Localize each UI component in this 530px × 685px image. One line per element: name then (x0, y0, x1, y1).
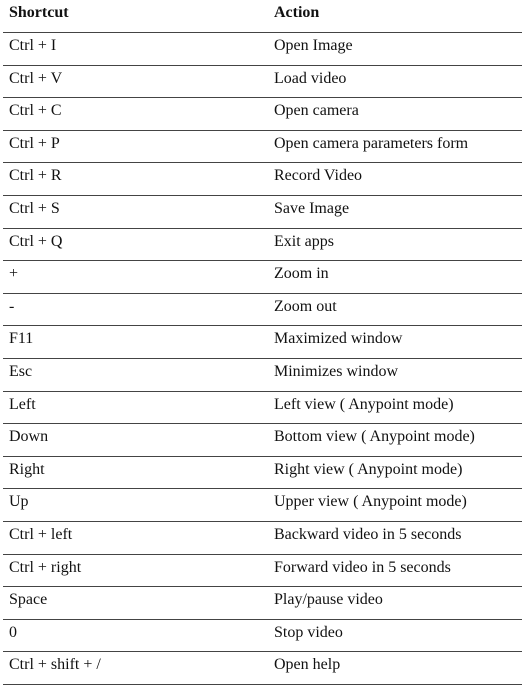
action-cell: Record Video (269, 163, 522, 196)
table-row (3, 130, 522, 163)
action-cell: Exit apps (269, 228, 522, 261)
action-cell: Save Image (269, 195, 522, 228)
table-row (3, 65, 522, 98)
action-cell: Open Image (269, 33, 522, 66)
shortcut-cell: Down (3, 424, 269, 457)
action-cell: Bottom view ( Anypoint mode) (269, 424, 522, 457)
table-row (3, 391, 522, 424)
table-row (3, 163, 522, 196)
shortcut-cell: Ctrl + left (3, 521, 269, 554)
table-header (3, 0, 522, 33)
table-row (3, 489, 522, 522)
action-cell: Open help (269, 652, 522, 685)
table-row (3, 261, 522, 294)
shortcut-cell: Right (3, 456, 269, 489)
action-cell: Open camera parameters form (269, 130, 522, 163)
shortcut-cell: Ctrl + P (3, 130, 269, 163)
action-cell: Maximized window (269, 326, 522, 359)
table-row (3, 228, 522, 261)
table-row (3, 326, 522, 359)
table-row (3, 652, 522, 685)
action-cell: Forward video in 5 seconds (269, 554, 522, 587)
table-row (3, 98, 522, 131)
table-row (3, 521, 522, 554)
shortcut-table (3, 0, 522, 685)
action-cell: Stop video (269, 619, 522, 652)
shortcut-cell: + (3, 261, 269, 294)
table-row (3, 619, 522, 652)
shortcut-cell: Ctrl + Q (3, 228, 269, 261)
action-cell: Backward video in 5 seconds (269, 521, 522, 554)
shortcut-cell: Ctrl + V (3, 65, 269, 98)
shortcut-cell: Esc (3, 358, 269, 391)
header-row (3, 0, 522, 33)
table-row (3, 195, 522, 228)
table-row (3, 587, 522, 620)
table-row (3, 554, 522, 587)
header-shortcut: Shortcut (3, 0, 269, 33)
table-row (3, 293, 522, 326)
shortcut-cell: Left (3, 391, 269, 424)
table-body (3, 33, 522, 685)
shortcut-cell: Ctrl + R (3, 163, 269, 196)
table-row (3, 358, 522, 391)
shortcut-cell: Ctrl + S (3, 195, 269, 228)
action-cell: Play/pause video (269, 587, 522, 620)
shortcut-cell: Ctrl + I (3, 33, 269, 66)
action-cell: Minimizes window (269, 358, 522, 391)
shortcut-cell: - (3, 293, 269, 326)
shortcut-cell: Up (3, 489, 269, 522)
action-cell: Open camera (269, 98, 522, 131)
shortcut-cell: Ctrl + C (3, 98, 269, 131)
shortcut-cell: Ctrl + right (3, 554, 269, 587)
shortcut-cell: F11 (3, 326, 269, 359)
action-cell: Upper view ( Anypoint mode) (269, 489, 522, 522)
shortcut-cell: 0 (3, 619, 269, 652)
action-cell: Left view ( Anypoint mode) (269, 391, 522, 424)
action-cell: Zoom out (269, 293, 522, 326)
table-row (3, 456, 522, 489)
action-cell: Load video (269, 65, 522, 98)
action-cell: Right view ( Anypoint mode) (269, 456, 522, 489)
table-row (3, 424, 522, 457)
shortcut-cell: Space (3, 587, 269, 620)
action-cell: Zoom in (269, 261, 522, 294)
table-row (3, 33, 522, 66)
header-action: Action (269, 0, 522, 33)
shortcut-cell: Ctrl + shift + / (3, 652, 269, 685)
